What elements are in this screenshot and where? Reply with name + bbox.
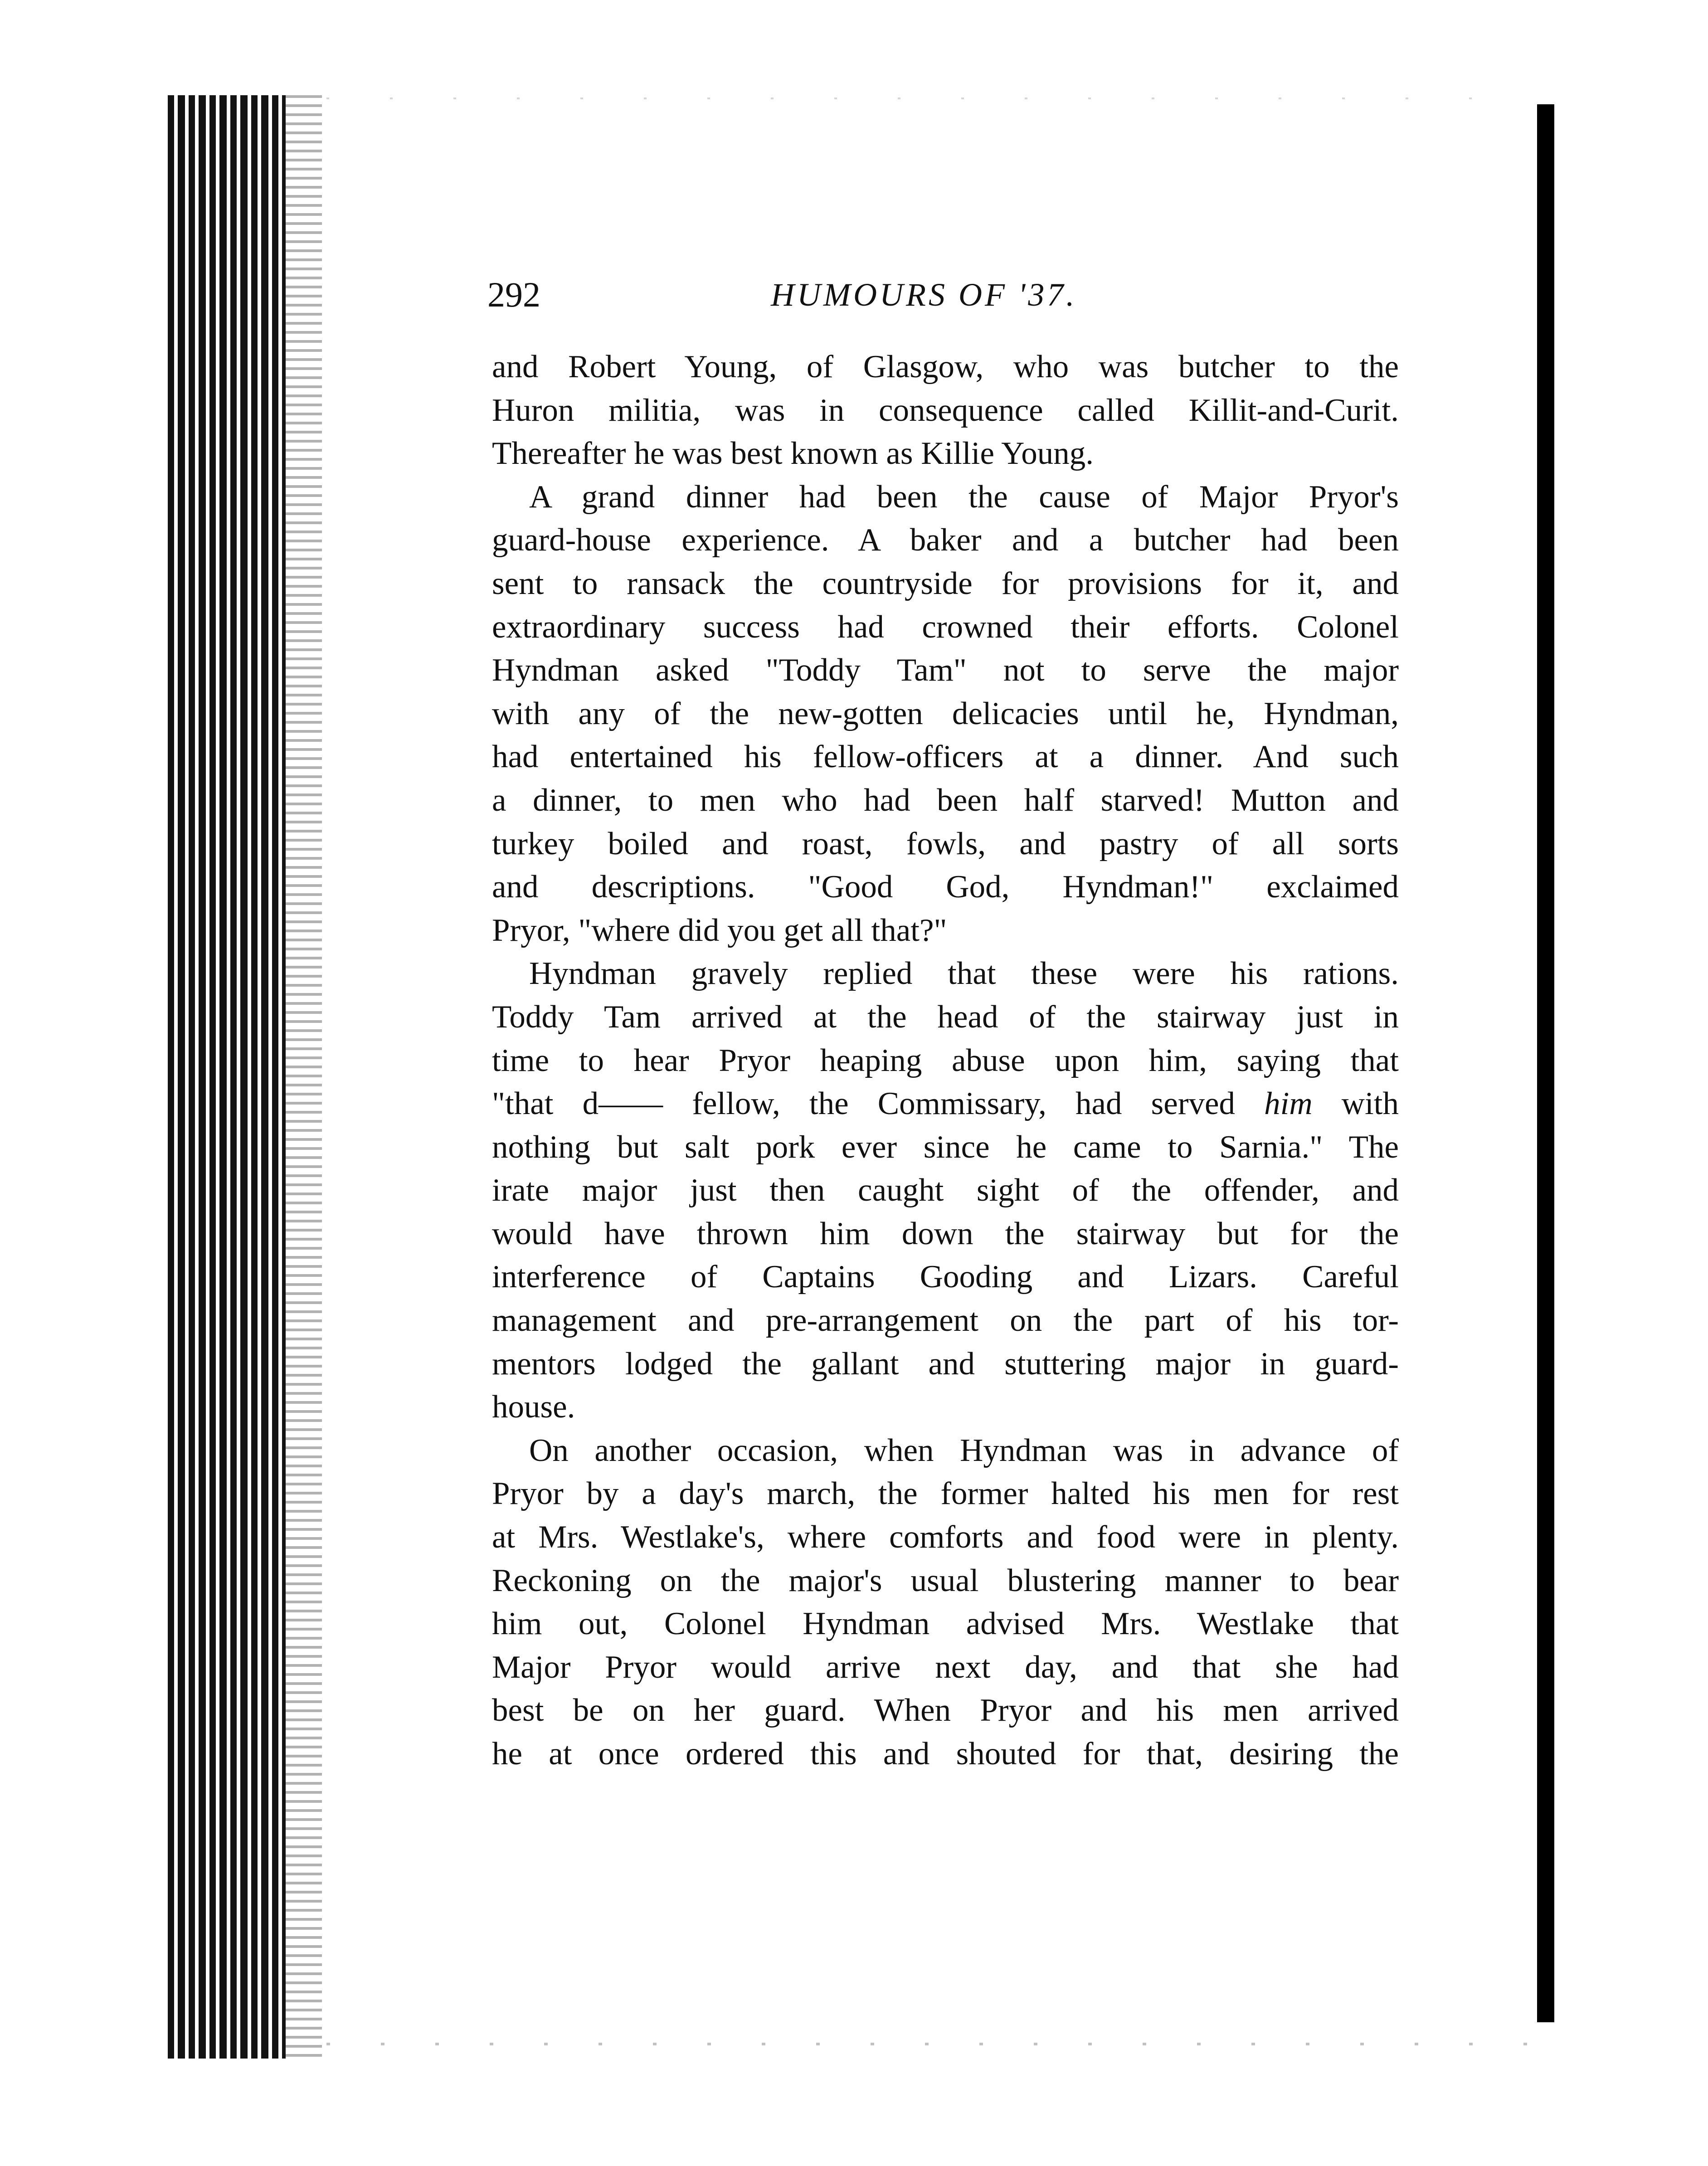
- text-line: Hyndman asked "Toddy Tam" not to serve the major: [492, 652, 1399, 688]
- text-line: Huron militia, was in consequence called Killit-and-Curit.: [492, 392, 1399, 428]
- text-line: had entertained his fellow-officers at a dinner. And such: [492, 739, 1399, 775]
- text-line: would have thrown him down the stairway but for the: [492, 1216, 1399, 1251]
- scan-bottom-noise: [326, 2043, 1528, 2045]
- text-line: A grand dinner had been the cause of Major Pryor's: [529, 479, 1399, 515]
- text-line: mentors lodged the gallant and stuttering major in guard-: [492, 1346, 1399, 1382]
- text-line: turkey boiled and roast, fowls, and pastry of all sorts: [492, 826, 1399, 862]
- text-line: "that d—— fellow, the Commissary, had served him with: [492, 1086, 1399, 1122]
- text-line: Reckoning on the major's usual blustering manner to bear: [492, 1562, 1399, 1598]
- text-line: him out, Colonel Hyndman advised Mrs. Westlake that: [492, 1606, 1399, 1642]
- scan-binding-shadow: [286, 95, 322, 2059]
- text-line: Toddy Tam arrived at the head of the stairway just in: [492, 999, 1399, 1035]
- body-text: [492, 346, 1399, 1776]
- scan-binding-edge: [168, 95, 286, 2059]
- text-line: Thereafter he was best known as Killie Young.: [492, 436, 1094, 472]
- text-line: Pryor, "where did you get all that?": [492, 912, 947, 948]
- text-line: extraordinary success had crowned their efforts. Colonel: [492, 609, 1399, 645]
- text-line: On another occasion, when Hyndman was in advance of: [529, 1432, 1399, 1468]
- text-line: Major Pryor would arrive next day, and that she had: [492, 1649, 1399, 1685]
- paragraph-4: [492, 1429, 1399, 1776]
- text-line: with any of the new-gotten delicacies until he, Hyndman,: [492, 696, 1399, 731]
- text-line: and Robert Young, of Glasgow, who was butcher to the: [492, 349, 1399, 385]
- text-line: he at once ordered this and shouted for that, desiring the: [492, 1736, 1399, 1772]
- text-line: time to hear Pryor heaping abuse upon him, saying that: [492, 1042, 1399, 1078]
- text-line: house.: [492, 1389, 575, 1425]
- paragraph-3: [492, 952, 1399, 1429]
- text-line: interference of Captains Gooding and Lizars. Careful: [492, 1259, 1399, 1295]
- paragraph-2: [492, 476, 1399, 953]
- text-line: and descriptions. "Good God, Hyndman!" exclaimed: [492, 869, 1399, 905]
- text-line: at Mrs. Westlake's, where comforts and food were in plenty.: [492, 1519, 1399, 1555]
- page-header: [487, 270, 1403, 320]
- scan-top-noise: [326, 97, 1528, 99]
- text-line: Pryor by a day's march, the former halted his men for rest: [492, 1476, 1399, 1512]
- text-line: a dinner, to men who had been half starved! Mutton and: [492, 782, 1399, 818]
- text-line: management and pre-arrangement on the part of his tor-: [492, 1303, 1399, 1339]
- text-line: guard-house experience. A baker and a butcher had been: [492, 522, 1399, 558]
- text-line: sent to ransack the countryside for provisions for it, and: [492, 565, 1399, 601]
- text-line: best be on her guard. When Pryor and his men arrived: [492, 1693, 1399, 1728]
- text-line: irate major just then caught sight of the offender, and: [492, 1173, 1399, 1208]
- text-line: nothing but salt pork ever since he came to Sarnia." The: [492, 1129, 1399, 1165]
- paragraph-1: [492, 346, 1399, 476]
- page-number: 292: [487, 275, 540, 314]
- emphasis-him: him: [1264, 1086, 1313, 1122]
- scan-right-edge: [1537, 104, 1554, 2022]
- running-head: HUMOURS OF '37.: [771, 277, 1077, 313]
- text-line: Hyndman gravely replied that these were his rations.: [529, 956, 1399, 992]
